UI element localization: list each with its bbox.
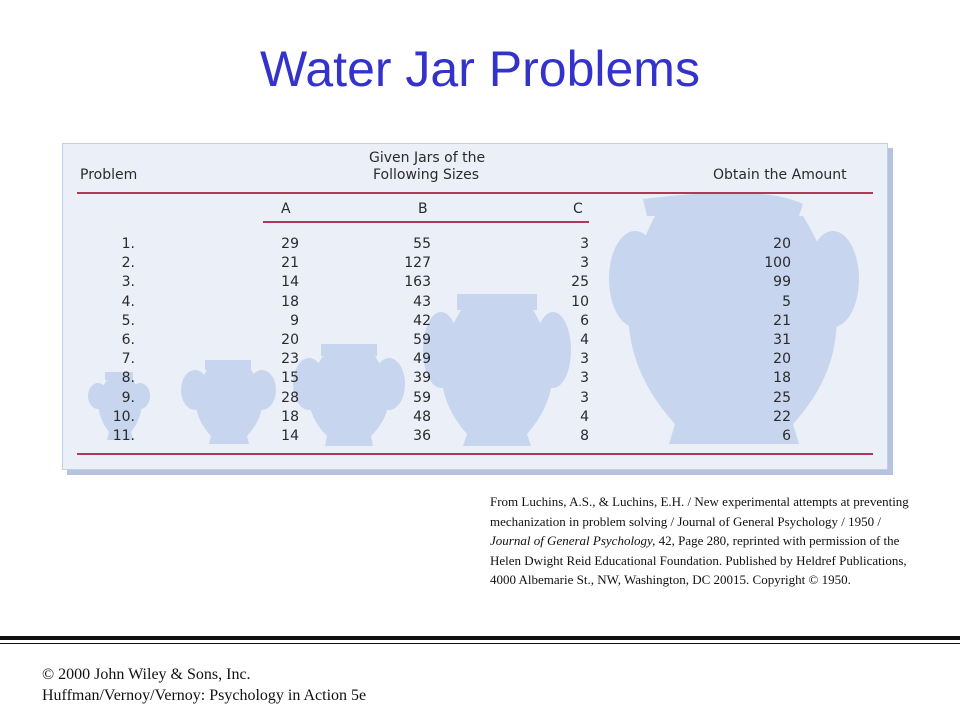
problem-number-cell: 10.: [112, 408, 135, 425]
jar-c-size-cell: 3: [580, 370, 589, 387]
jar-a-size-cell: 20: [281, 332, 299, 349]
jar-c-size-cell: 3: [580, 389, 589, 406]
jar-icon-2: [181, 360, 276, 444]
subheader-rule: [263, 221, 589, 223]
jar-c-size-cell: 6: [580, 312, 589, 329]
problem-number-cell: 11.: [112, 428, 135, 445]
jar-a-size-cell: 28: [281, 389, 299, 406]
jar-b-size-cell: 59: [413, 332, 431, 349]
footer-divider-thick: [0, 636, 960, 640]
jar-a-size-cell: 18: [281, 408, 299, 425]
jar-b-size-cell: 55: [413, 236, 431, 252]
citation-part2: 42, Page 280, reprinted with permission of the Helen Dwight Reid Educational Foundation. Published by Heldref Publications, 4000 Albemarie St., NW, Washington, DC 20015. Copyright © 1950.: [490, 533, 907, 587]
target-amount-cell: 6: [782, 428, 791, 445]
jar-a-size-cell: 21: [281, 255, 299, 272]
target-amount-cell: 99: [773, 274, 791, 291]
header-obtain-amount: Obtain the Amount: [713, 167, 847, 183]
jar-b-size-cell: 163: [404, 274, 431, 291]
jar-c-size-cell: 10: [571, 293, 589, 310]
problem-number-cell: 3.: [121, 274, 135, 291]
footer-copyright: © 2000 John Wiley & Sons, Inc.: [42, 666, 251, 683]
column-c: [553, 235, 589, 446]
problem-number-cell: 9.: [121, 389, 135, 406]
problem-number-cell: 7.: [121, 351, 135, 368]
water-jar-table-figure: [62, 143, 888, 470]
column-a: [263, 235, 299, 446]
jar-c-size-cell: 4: [580, 332, 589, 349]
jar-b-size-cell: 127: [404, 255, 431, 272]
jar-c-size-cell: 4: [580, 408, 589, 425]
slide-title: Water Jar Problems: [260, 41, 700, 97]
footer-book: Huffman/Vernoy/Vernoy: Psychology in Action 5e: [42, 687, 367, 704]
target-amount-cell: 21: [773, 312, 791, 329]
jar-b-size-cell: 49: [413, 351, 431, 368]
citation-part1: From Luchins, A.S., & Luchins, E.H. / New experimental attempts at preventing mechanization in problem solving / Journal of General Psychology / 1950 /: [490, 494, 909, 529]
jar-a-size-cell: 14: [281, 274, 299, 291]
problem-number-cell: 2.: [121, 255, 135, 272]
jar-icon-4: [423, 294, 571, 446]
problem-number-cell: 6.: [121, 332, 135, 349]
jar-a-size-cell: 15: [281, 370, 299, 387]
column-problem: [83, 235, 135, 446]
jar-a-size-cell: 23: [281, 351, 299, 368]
jar-c-size-cell: 8: [580, 428, 589, 445]
column-b: [387, 235, 431, 446]
column-obtain: [743, 235, 791, 446]
problem-number-cell: 8.: [121, 370, 135, 387]
target-amount-cell: 25: [773, 389, 791, 406]
target-amount-cell: 18: [773, 370, 791, 387]
target-amount-cell: 20: [773, 236, 791, 252]
jar-b-size-cell: 59: [413, 389, 431, 406]
target-amount-cell: 31: [773, 332, 791, 349]
target-amount-cell: 20: [773, 351, 791, 368]
jar-icon-5: [609, 193, 859, 444]
jar-a-size-cell: 18: [281, 293, 299, 310]
slide-footer: [42, 664, 366, 706]
header-rule: [77, 192, 873, 194]
citation-text: [490, 492, 920, 590]
problem-number-cell: 5.: [121, 312, 135, 329]
jar-b-size-cell: 43: [413, 293, 431, 310]
jar-c-size-cell: 3: [580, 255, 589, 272]
jar-c-size-cell: 3: [580, 236, 589, 252]
footer-divider-thin: [0, 643, 960, 644]
problem-number-cell: 1.: [121, 236, 135, 252]
target-amount-cell: 22: [773, 408, 791, 425]
jar-a-size-cell: 9: [290, 312, 299, 329]
target-amount-cell: 100: [764, 255, 791, 272]
jar-b-size-cell: 48: [413, 408, 431, 425]
header-col-b: B: [418, 201, 428, 217]
jar-b-size-cell: 39: [413, 370, 431, 387]
jar-c-size-cell: 3: [580, 351, 589, 368]
citation-journal: Journal of General Psychology,: [490, 533, 656, 548]
header-col-c: C: [573, 201, 583, 217]
problem-number-cell: 4.: [121, 293, 135, 310]
jar-a-size-cell: 14: [281, 428, 299, 445]
header-given-line2: Following Sizes: [373, 167, 480, 183]
footer-rule: [77, 453, 873, 455]
jar-c-size-cell: 25: [571, 274, 589, 291]
jar-b-size-cell: 36: [413, 428, 431, 445]
target-amount-cell: 5: [782, 293, 791, 310]
header-col-a: A: [281, 201, 291, 217]
header-given-line1: Given Jars of the: [369, 150, 486, 166]
jar-b-size-cell: 42: [413, 312, 431, 329]
header-problem: Problem: [80, 167, 138, 183]
jar-a-size-cell: 29: [281, 236, 299, 252]
